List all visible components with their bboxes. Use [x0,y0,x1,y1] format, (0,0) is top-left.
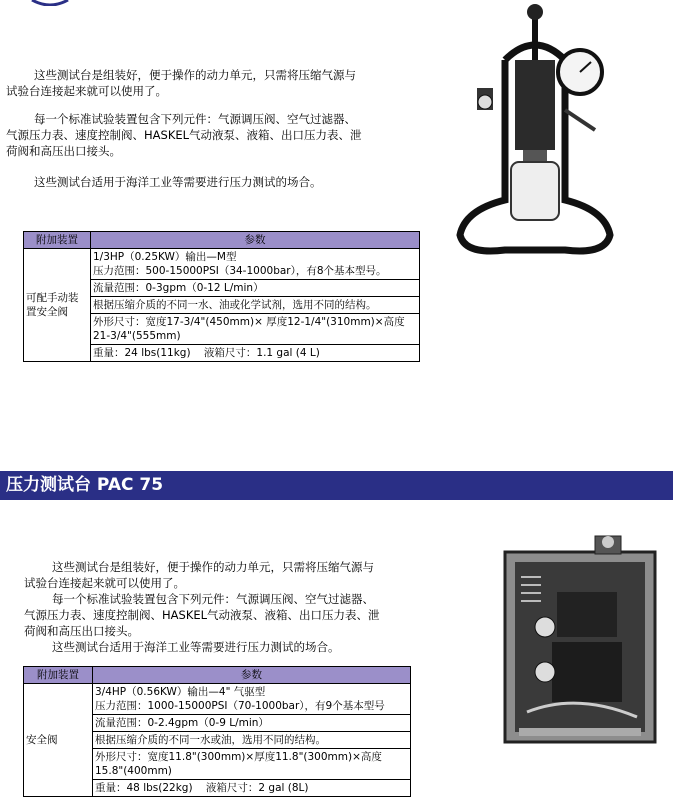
s2-para2-line3: 荷阀和高压出口接头。 [24,624,139,638]
s1-spec-table [23,231,420,362]
s2-para1-line1: 这些测试台是组装好，便于操作的动力单元，只需将压缩气源与 [52,560,374,574]
param-cell [93,684,411,715]
param-line: 15.8"(400mm) [95,765,172,777]
header-accessory: 附加装置 [24,667,93,684]
param-cell [93,749,411,780]
section-title: 压力测试台 PAC 75 [6,475,164,495]
param-line: 外形尺寸：宽度17-3/4"(450mm)× 厚度12-1/4"(310mm)×高度 [93,316,405,328]
s1-para2-line3: 荷阀和高压出口接头。 [6,144,121,158]
param-line: 1/3HP（0.25KW）输出—M型 [93,251,237,263]
s1-para2-line1: 每一个标准试验装置包含下列元件：气源调压阀、空气过滤器、 [34,112,356,126]
s1-para2-line2: 气源压力表、速度控制阀、HASKEL气动液泵、液箱、出口压力表、泄 [6,128,362,142]
s1-para3: 这些测试台适用于海洋工业等需要进行压力测试的场合。 [34,175,322,189]
accessory-cell: 可配手动装置安全阀 [24,249,91,362]
header-accessory: 附加装置 [24,232,91,249]
param-line: 3/4HP（0.56KW）输出—4" 气驱型 [95,686,266,698]
cabinet-pump-test-stand-photo [497,532,662,750]
s2-para1-line2: 试验台连接起来就可以使用了。 [24,576,185,590]
accessory-cell: 安全阀 [24,684,93,797]
param-cell: 重量：48 lbs(22kg) 液箱尺寸：2 gal (8L) [93,780,411,797]
section-title-banner [0,471,673,500]
param-line: 外形尺寸：宽度11.8"(300mm)×厚度11.8"(300mm)×高度 [95,751,382,763]
header-graphic-fragment [30,0,70,6]
param-line: 压力范围：500-15000PSI（34-1000bar），有8个基本型号。 [93,265,387,277]
s1-para1-line1: 这些测试台是组装好，便于操作的动力单元，只需将压缩气源与 [34,68,356,82]
param-line: 21-3/4"(555mm) [93,330,181,342]
header-params: 参数 [93,667,411,684]
table-row [24,684,411,715]
param-line: 压力范围：1000-15000PSI（70-1000bar），有9个基本型号 [95,700,385,712]
table-row [24,249,420,280]
param-cell: 流量范围：0-3gpm（0-12 L/min） [91,280,420,297]
table-header-row [24,232,420,249]
s2-para2-line1: 每一个标准试验装置包含下列元件：气源调压阀、空气过滤器、 [52,592,374,606]
s1-para1-line2: 试验台连接起来就可以使用了。 [6,84,167,98]
param-cell [91,314,420,345]
header-params: 参数 [91,232,420,249]
table-header-row [24,667,411,684]
param-cell [91,249,420,280]
s2-para3: 这些测试台适用于海洋工业等需要进行压力测试的场合。 [52,640,340,654]
param-cell: 根据压缩介质的不同一水、油或化学试剂，选用不同的结构。 [91,297,420,314]
portable-pump-test-stand-photo [445,0,625,262]
s2-para2-line2: 气源压力表、速度控制阀、HASKEL气动液泵、液箱、出口压力表、泄 [24,608,380,622]
param-cell: 根据压缩介质的不同一水或油，选用不同的结构。 [93,732,411,749]
param-cell: 流量范围：0-2.4gpm（0-9 L/min） [93,715,411,732]
param-cell: 重量：24 lbs(11kg) 液箱尺寸：1.1 gal (4 L) [91,345,420,362]
s2-spec-table [23,666,411,797]
